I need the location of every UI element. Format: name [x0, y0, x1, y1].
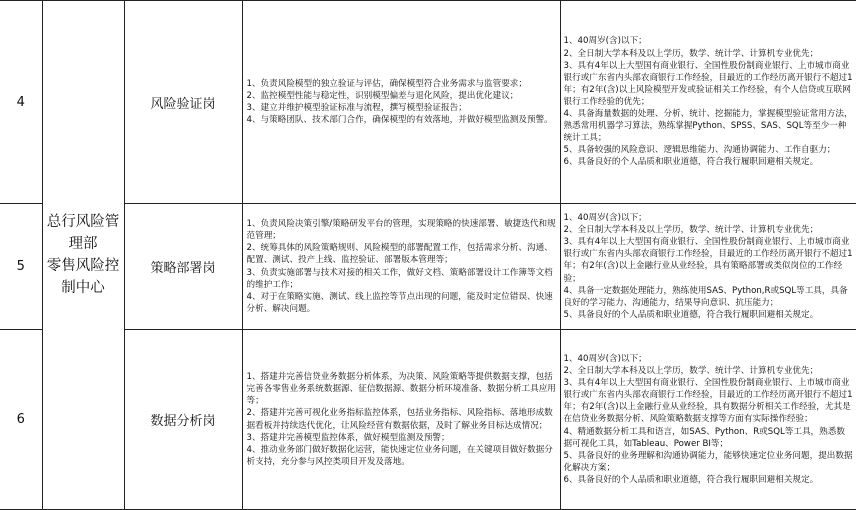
position-name: 策略部署岗	[124, 204, 242, 330]
table-row	[0, 1, 856, 204]
duties-cell	[242, 1, 560, 204]
department-name: 总行风险管理部 零售风险控制中心	[43, 211, 124, 299]
table-row	[0, 330, 856, 510]
duties-cell	[242, 204, 560, 330]
requirements-cell	[560, 204, 856, 330]
requirements-text: 1、40周岁(含)以下； 2、全日制大学本科及以上学历，数学、统计学、计算机专业优先； 3、具有4年以上大型国有商业银行、全国性股份制商业银行、上市城市商业银行或广东省内头部农商银行工作经验，目最近的工作经历离开银行不超过1年；有2年(含)以上金融行业从业经验，具有数据分析相关工作经验，尤其是在信贷业务数据分析、风险策略数据支撑等方面有实际操作经验； 4、精通数据分析工具和语言，如SAS、Python、R或SQL等工具，熟悉数据可视化工具，如Tableau、Power BI等； 5、具备良好的业务理解和沟通协调能力，能够快速定位业务问题，提出数据化解决方案； 6、具备良好的个人品质和职业道德，符合我行履职回避相关规定。	[561, 353, 856, 486]
position-name: 风险验证岗	[124, 1, 242, 204]
duties-cell	[242, 330, 560, 510]
row-number: 6	[0, 330, 42, 510]
table-row	[0, 204, 856, 330]
duties-text: 1、搭建并完善信贷业务数据分析体系，为决策、风险策略等提供数据支撑，包括完善各零售业务系统数据源、征信数据源、数据分析环境准备、数据分析工具应用等； 2、搭建并完善可视化业务指标监控体系，包括业务指标、风险指标、落地形成数据看板并持续迭代优化，让风险经营有数据依据，及时了解业务目标达成情况； 3、搭建并完善模型监控体系，做好模型监测及预警； 4、推动业务部门做好数据化运营，能快速定位业务问题，在关键项目做好数据分析支持，充分参与风控类项目开发及落地。	[243, 371, 560, 468]
requirements-text: 1、40周岁(含)以下； 2、全日制大学本科及以上学历，数学、统计学、计算机专业优先； 3、具有4年以上大型国有商业银行、全国性股份制商业银行、上市城市商业银行或广东省内头部农商银行工作经验，目最近的工作经历离开银行不超过1年；有2年(含)以上金融行业从业经验，具有策略部署或类似岗位的工作经验； 4、具备一定数据处理能力，熟练使用SAS、Python,R或SQL等工具，具备良好的学习能力、沟通能力，结果导向意识、抗压能力； 5、具备良好的个人品质和职业道德，符合我行履职回避相关规定。	[561, 212, 856, 321]
duties-text: 1、负责风险模型的独立验证与评估，确保模型符合业务需求与监管要求； 2、监控模型性能与稳定性，识别模型偏差与退化风险，提出优化建议； 3、建立并维护模型验证标准与流程，撰写模型验证报告； 4、与策略团队、技术部门合作，确保模型的有效落地，并做好模型监测及预警。	[243, 78, 560, 126]
duties-text: 1、负责风险决策引擎/策略研发平台的管理，实现策略的快速部署、敏捷迭代和规范管理； 2、统筹具体的风险策略规则、风险模型的部署配置工作，包括需求分析、沟通、配置、测试、投产上线、监控验证、部署版本管理等； 3、负责实施部署与技术对接的相关工作，做好文档、策略部署设计工作簿等文档的维护工作； 4、对于在策略实施、测试、线上监控等节点出现的问题，能及时定位错误、快速分析、解决问题。	[243, 218, 560, 315]
requirements-cell	[560, 330, 856, 510]
row-number: 4	[0, 1, 42, 204]
department-cell	[42, 1, 124, 510]
position-name: 数据分析岗	[124, 330, 242, 510]
requirements-text: 1、40周岁(含)以下； 2、全日制大学本科及以上学历，数学、统计学、计算机专业优先； 3、具有4年以上大型国有商业银行、全国性股份制商业银行、上市城市商业银行或广东省内头部农商银行工作经验，目最近的工作经历离开银行不超过1年；有2年(含)以上风险模型开发或验证相关工作经验，有个人信贷或互联网银行工作经验的优先； 4、具备海量数据的处理、分析、统计、挖掘能力，掌握模型验证常用方法，熟悉常用机器学习算法，熟练掌握Python、SPSS、SAS、SQL等至少一种统计工具； 5、具备较强的风险意识、逻辑思维能力、沟通协调能力、工作自驱力； 6、具备良好的个人品质和职业道德，符合我行履职回避相关规定。	[561, 35, 856, 168]
requirements-cell	[560, 1, 856, 204]
row-number: 5	[0, 204, 42, 330]
